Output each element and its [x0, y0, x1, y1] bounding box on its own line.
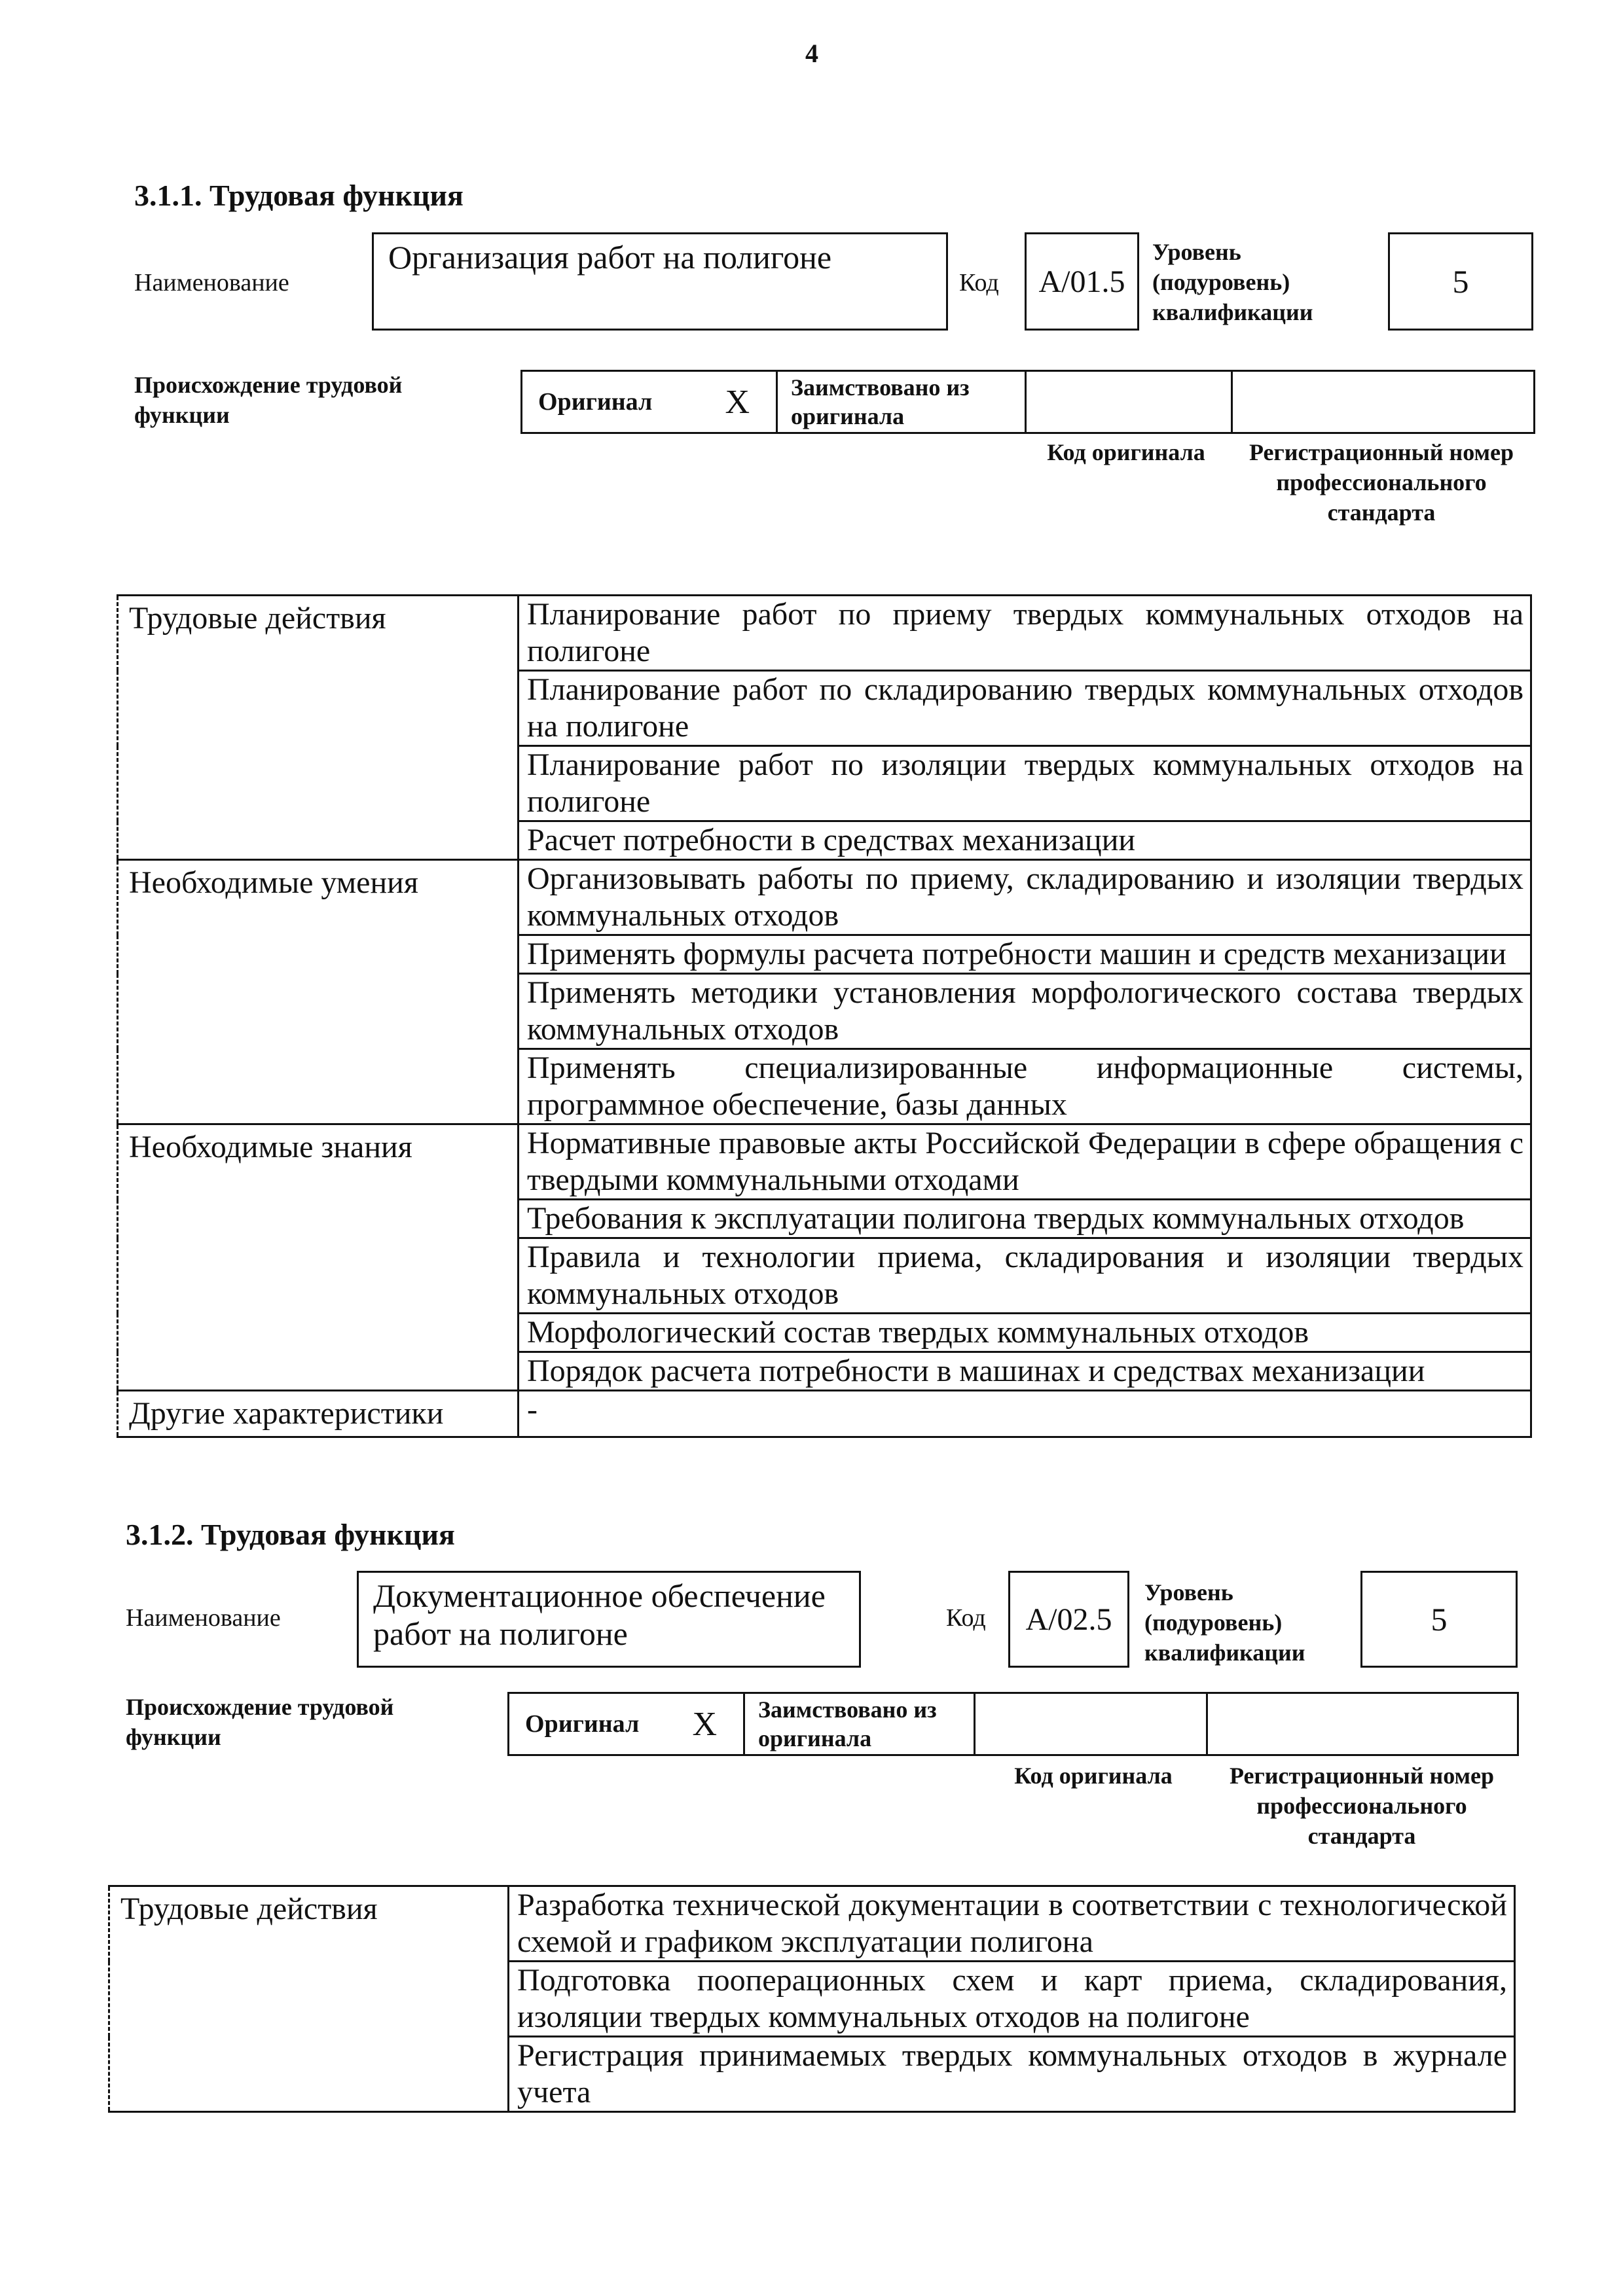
table-cell: Требования к эксплуатации полигона твердых коммунальных отходов — [519, 1200, 1531, 1238]
row-header: Трудовые действия — [118, 596, 519, 860]
row-header: Необходимые знания — [118, 1124, 519, 1391]
table-cell: Планирование работ по приему твердых коммунальных отходов на полигоне — [519, 596, 1531, 671]
table-cell: Организовывать работы по приему, складированию и изоляции твердых коммунальных отходов — [519, 860, 1531, 935]
origin-table — [520, 370, 1535, 434]
reg-number-label: Регистрационный номер профессионального стандарта — [1249, 439, 1514, 526]
table-cell: Планирование работ по складированию твердых коммунальных отходов на полигоне — [519, 671, 1531, 746]
table-cell: Расчет потребности в средствах механизации — [519, 821, 1531, 860]
original-code-label: Код оригинала — [1047, 439, 1205, 465]
borrowed-label: Заимствовано из оригинала — [745, 1694, 976, 1754]
function-table — [108, 1885, 1516, 2113]
original-label: Оригинал — [538, 388, 653, 416]
table-cell: Применять формулы расчета потребности машин и средств механизации — [519, 935, 1531, 974]
row-header: Необходимые умения — [118, 860, 519, 1124]
name-label: Наименование — [134, 269, 289, 296]
table-cell: Разработка технической документации в соответствии с технологической схемой и графиком эксплуатации полигона — [509, 1886, 1515, 1962]
row-header: Другие характеристики — [118, 1391, 519, 1437]
origin-label: Происхождение трудовой функции — [126, 1694, 394, 1750]
level-value: 5 — [1388, 232, 1533, 331]
table-cell: Применять специализированные информационные системы, программное обеспечение, базы данных — [519, 1049, 1531, 1124]
borrowed-label: Заимствовано из оригинала — [778, 372, 1027, 432]
original-mark: X — [692, 1705, 717, 1743]
reg-number-cell — [1208, 1694, 1517, 1754]
original-code-label: Код оригинала — [1014, 1763, 1173, 1789]
table-cell: Регистрация принимаемых твердых коммунальных отходов в журнале учета — [509, 2037, 1515, 2112]
table-row — [118, 596, 1531, 671]
function-table — [117, 594, 1532, 1438]
section-title: 3.1.1. Трудовая функция — [134, 179, 464, 212]
table-cell: - — [519, 1391, 1531, 1437]
table-row — [118, 1124, 1531, 1200]
table-row — [109, 1886, 1515, 1962]
reg-number-cell — [1233, 372, 1533, 432]
section-title: 3.1.2. Трудовая функция — [126, 1518, 455, 1551]
original-code-cell — [976, 1694, 1208, 1754]
code-label: Код — [946, 1604, 986, 1632]
page-number: 4 — [805, 39, 818, 68]
code-value: А/01.5 — [1025, 232, 1139, 331]
table-cell: Правила и технологии приема, складирования и изоляции твердых коммунальных отходов — [519, 1238, 1531, 1314]
origin-label: Происхождение трудовой функции — [134, 372, 403, 428]
level-label: Уровень (подуровень) квалификации — [1152, 239, 1313, 325]
table-cell: Нормативные правовые акты Российской Федерации в сфере обращения с твердыми коммунальными отходами — [519, 1124, 1531, 1200]
table-cell: Применять методики установления морфологического состава твердых коммунальных отходов — [519, 974, 1531, 1049]
table-cell: Морфологический состав твердых коммунальных отходов — [519, 1314, 1531, 1352]
name-label: Наименование — [126, 1604, 281, 1632]
row-header: Трудовые действия — [109, 1886, 509, 2112]
level-label: Уровень (подуровень) квалификации — [1144, 1579, 1305, 1666]
code-value: А/02.5 — [1008, 1571, 1129, 1668]
code-label: Код — [959, 269, 999, 296]
level-value: 5 — [1360, 1571, 1518, 1668]
original-label: Оригинал — [525, 1710, 640, 1738]
original-cell — [522, 372, 778, 432]
table-cell: Планирование работ по изоляции твердых коммунальных отходов на полигоне — [519, 746, 1531, 821]
original-code-cell — [1027, 372, 1233, 432]
origin-table — [507, 1692, 1519, 1756]
table-row — [118, 860, 1531, 935]
original-cell — [509, 1694, 745, 1754]
name-value: Документационное обеспечение работ на полигоне — [357, 1571, 861, 1668]
table-cell: Порядок расчета потребности в машинах и средствах механизации — [519, 1352, 1531, 1391]
original-mark: X — [725, 383, 750, 421]
name-value: Организация работ на полигоне — [372, 232, 948, 331]
table-cell: Подготовка пооперационных схем и карт приема, складирования, изоляции твердых коммунальных отходов на полигоне — [509, 1962, 1515, 2037]
reg-number-label: Регистрационный номер профессионального стандарта — [1229, 1763, 1495, 1849]
table-row — [118, 1391, 1531, 1437]
